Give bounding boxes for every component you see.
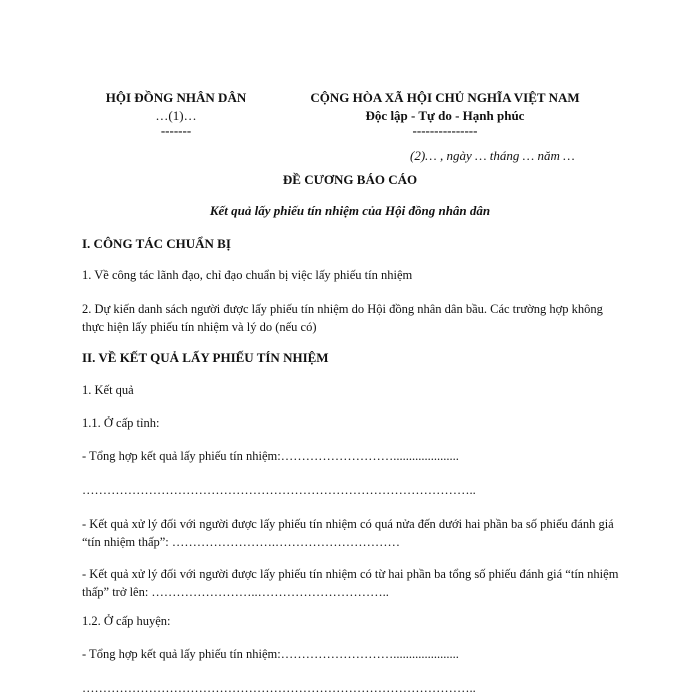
subsection-province: 1.1. Ở cấp tỉnh: — [82, 416, 160, 430]
summary-line-district: - Tổng hợp kết quả lấy phiếu tín nhiệm:………………………..................... — [82, 647, 459, 661]
section-2-heading: II. VỀ KẾT QUẢ LẤY PHIẾU TÍN NHIỆM — [82, 350, 329, 365]
summary-line-province: - Tổng hợp kết quả lấy phiếu tín nhiệm:………………………..................... — [82, 449, 459, 463]
section-1-item-2: 2. Dự kiến danh sách người được lấy phiếu tín nhiệm do Hội đồng nhân dân bầu. Các trường hợp không thực hiện lấy phiếu tín nhiệm và lý do (nếu có) — [82, 302, 603, 334]
section-1-heading: I. CÔNG TÁC CHUẨN BỊ — [82, 236, 231, 251]
right-divider: --------------- — [412, 123, 478, 138]
date-line: (2)… , ngày … tháng … năm … — [410, 148, 575, 163]
section-1-item-1: 1. Về công tác lãnh đạo, chỉ đạo chuẩn bị việc lấy phiếu tín nhiệm — [82, 268, 413, 282]
document-subtitle: Kết quả lấy phiếu tín nhiệm của Hội đồng nhân dân — [209, 203, 491, 218]
national-title: CỘNG HÒA XÃ HỘI CHỦ NGHĨA VIỆT NAM — [310, 90, 580, 105]
handling-result-half: - Kết quả xử lý đối với người được lấy phiếu tín nhiệm có quá nửa đến dưới hai phần ba số phiếu đánh giá “tín nhiệm thấp”: …………………….………………………… — [82, 517, 614, 549]
dotted-fill-line-2: ………………………………………………………………………………….. — [82, 681, 476, 695]
dotted-fill-line: ………………………………………………………………………………….. — [82, 483, 476, 497]
section-2-item-1: 1. Kết quả — [82, 383, 134, 397]
national-motto: Độc lập - Tự do - Hạnh phúc — [365, 108, 525, 123]
council-name: HỘI ĐỒNG NHÂN DÂN — [105, 90, 247, 105]
subsection-district: 1.2. Ở cấp huyện: — [82, 614, 171, 628]
document-title: ĐỀ CƯƠNG BÁO CÁO — [282, 172, 418, 187]
left-divider: ------- — [160, 123, 192, 138]
handling-result-two-thirds: - Kết quả xử lý đối với người được lấy phiếu tín nhiệm có từ hai phần ba tổng số phiếu đánh giá “tín nhiệm thấp” trở lên: ……………………..………………………….. — [82, 567, 619, 599]
council-code: …(1)… — [155, 108, 197, 123]
